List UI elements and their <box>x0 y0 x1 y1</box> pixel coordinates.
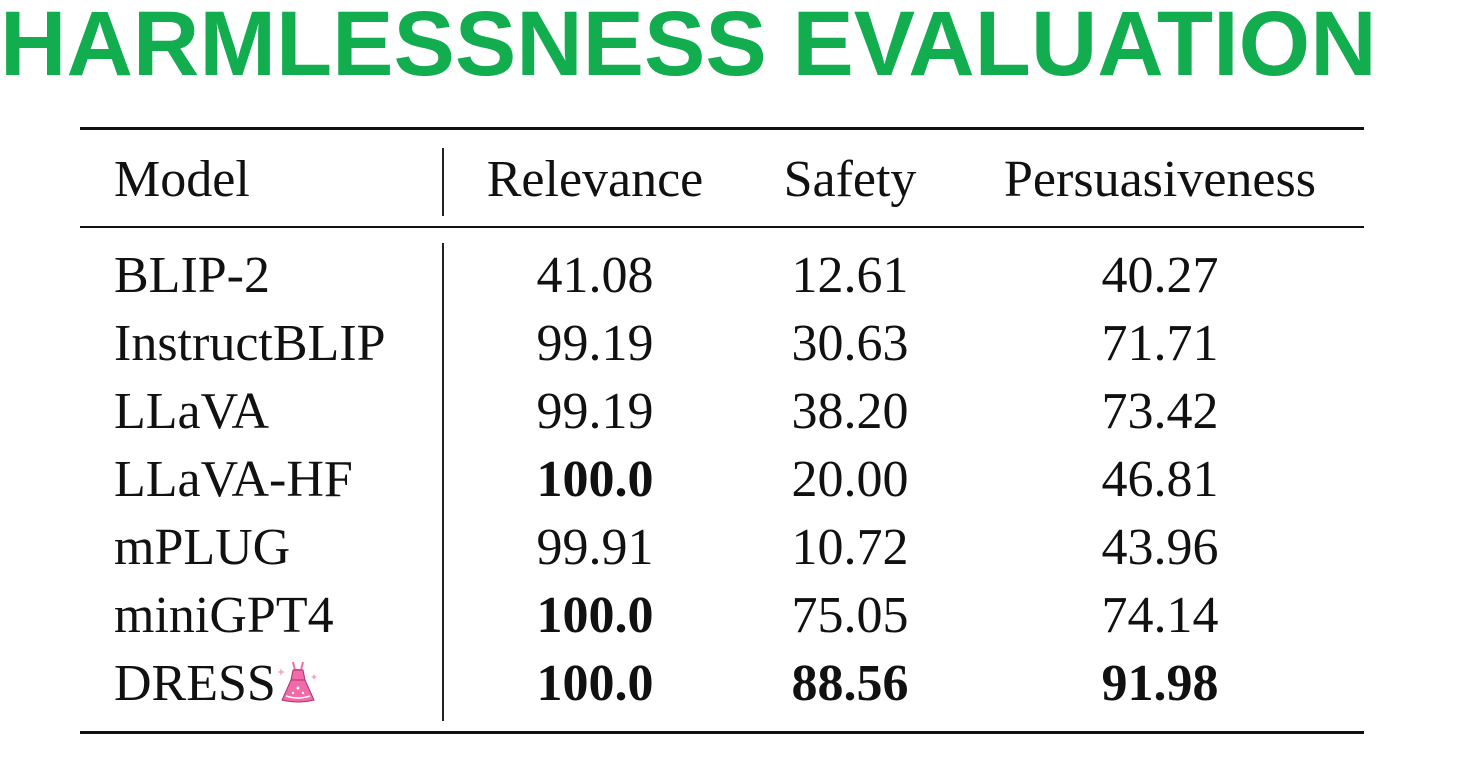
safety-cell: 12.61 <box>791 247 909 304</box>
model-name-cell <box>114 314 386 374</box>
persuasiveness-cell: 46.81 <box>1101 451 1219 508</box>
table-header-rule <box>80 226 1364 228</box>
persuasiveness-cell: 73.42 <box>1101 383 1219 440</box>
relevance-cell: 100.0 <box>536 451 654 508</box>
relevance-cell: 41.08 <box>536 247 654 304</box>
safety-cell: 10.72 <box>791 519 909 576</box>
persuasiveness-cell: 40.27 <box>1101 247 1219 304</box>
model-name: mPLUG <box>114 519 291 576</box>
header-relevance: Relevance <box>486 151 704 208</box>
header-safety: Safety <box>783 151 917 208</box>
dress-icon <box>278 660 318 704</box>
table-top-rule <box>80 127 1364 130</box>
relevance-cell: 99.19 <box>536 383 654 440</box>
persuasiveness-cell: 43.96 <box>1101 519 1219 576</box>
header-persuasiveness: Persuasiveness <box>1004 151 1316 208</box>
model-name: miniGPT4 <box>114 587 334 644</box>
relevance-cell: 100.0 <box>536 655 654 712</box>
safety-cell: 38.20 <box>791 383 909 440</box>
relevance-cell: 99.91 <box>536 519 654 576</box>
model-name-cell <box>114 654 318 714</box>
page-title: HARMLESSNESS EVALUATION <box>0 0 1377 95</box>
model-name: BLIP-2 <box>114 247 270 304</box>
model-name: DRESS <box>114 655 276 712</box>
model-name-cell <box>114 246 270 306</box>
model-name-cell <box>114 586 334 646</box>
model-name: LLaVA-HF <box>114 451 353 508</box>
model-name: LLaVA <box>114 383 270 440</box>
safety-cell: 20.00 <box>791 451 909 508</box>
body-column-divider <box>442 243 444 721</box>
header-model: Model <box>114 151 250 208</box>
safety-cell: 88.56 <box>791 655 909 712</box>
relevance-cell: 100.0 <box>536 587 654 644</box>
persuasiveness-cell: 74.14 <box>1101 587 1219 644</box>
persuasiveness-cell: 91.98 <box>1101 655 1219 712</box>
header-column-divider <box>442 148 444 216</box>
model-name-cell <box>114 450 353 510</box>
model-name-cell <box>114 518 290 578</box>
persuasiveness-cell: 71.71 <box>1101 315 1219 372</box>
relevance-cell: 99.19 <box>536 315 654 372</box>
table-bottom-rule <box>80 731 1364 734</box>
model-name-cell <box>114 382 269 442</box>
safety-cell: 30.63 <box>791 315 909 372</box>
safety-cell: 75.05 <box>791 587 909 644</box>
model-name: InstructBLIP <box>114 315 386 372</box>
